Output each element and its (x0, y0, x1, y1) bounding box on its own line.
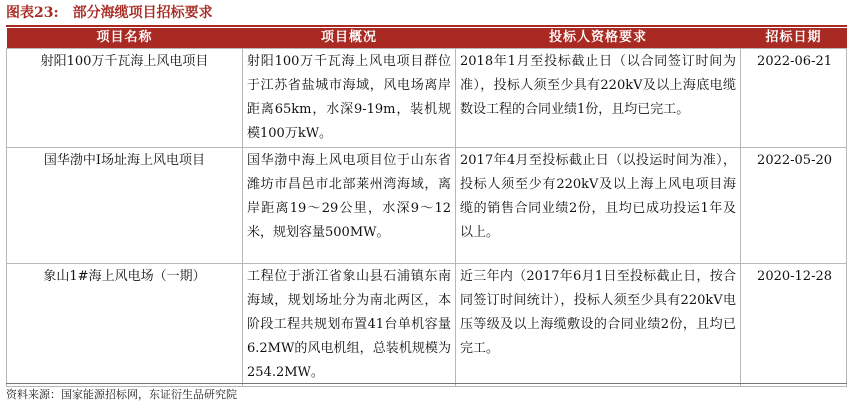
cell-bid-date: 2022-05-20 (741, 148, 847, 264)
table-row (7, 264, 847, 387)
cell-project-overview: 国华渤中海上风电项目位于山东省潍坊市昌邑市北部莱州湾海域，离岸距离19～29公里，水深9～12米，规划容量500MW。 (243, 148, 456, 264)
figure-caption (6, 2, 213, 24)
table-row (7, 148, 847, 264)
cell-project-name: 射阳100万千瓦海上风电项目 (7, 49, 243, 148)
source-note: 资料来源：国家能源招标网，东证衍生品研究院 (6, 388, 237, 401)
header-project-name: 项目名称 (7, 28, 243, 49)
cell-bidder-requirements: 2017年4月至投标截止日（以投运时间为准），投标人须至少有220kV及以上海上风电项目海缆的销售合同业绩2份，且均已成功投运1年及以上。 (456, 148, 741, 264)
table-row (7, 49, 847, 148)
caption-rule (6, 25, 847, 27)
cell-bidder-requirements: 2018年1月至投标截止日（以合同签订时间为准），投标人须至少具有220kV及以上海底电缆数设工程的合同业绩1份，且均已完工。 (456, 49, 741, 148)
figure-number: 图表23: (6, 5, 59, 21)
cell-project-name: 象山1#海上风电场（一期） (7, 264, 243, 387)
cell-project-overview: 射阳100万千瓦海上风电项目群位于江苏省盐城市海域，风电场离岸距离65km，水深9-19m，装机规模100万kW。 (243, 49, 456, 148)
cell-project-overview: 工程位于浙江省象山县石浦镇东南海域，规划场址分为南北两区，本阶段工程共规划布置41台单机容量6.2MW的风电机组，总装机规模为254.2MW。 (243, 264, 456, 387)
figure-title: 部分海缆项目招标要求 (72, 5, 213, 21)
cell-project-name: 国华渤中I场址海上风电项目 (7, 148, 243, 264)
cell-bid-date: 2020-12-28 (741, 264, 847, 387)
source-rule (6, 383, 847, 384)
cell-bidder-requirements: 近三年内（2017年6月1日至投标截止日，按合同签订时间统计），投标人须至少具有220kV电压等级及以上海缆敷设的合同业绩2份，且均已完工。 (456, 264, 741, 387)
header-bid-date: 招标日期 (741, 28, 847, 49)
header-bidder-requirements: 投标人资格要求 (456, 28, 741, 49)
header-project-overview: 项目概况 (243, 28, 456, 49)
bidding-requirements-table (6, 28, 847, 387)
table-header-row (7, 28, 847, 49)
cell-bid-date: 2022-06-21 (741, 49, 847, 148)
